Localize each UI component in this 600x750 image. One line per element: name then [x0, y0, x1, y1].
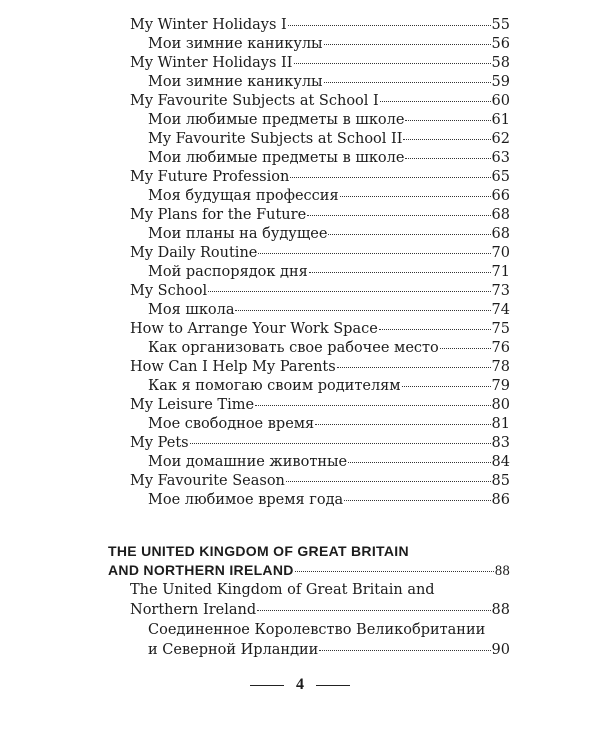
- uk-ru-entry-line2: и Северной Ирландии: [148, 642, 319, 658]
- toc-entry-page: 84: [491, 454, 510, 470]
- dot-leader: [405, 120, 490, 121]
- dot-leader: [340, 196, 491, 197]
- toc-entry-uk: [108, 580, 510, 620]
- dot-leader: [294, 63, 491, 64]
- toc-entry: [108, 263, 510, 282]
- dot-leader: [405, 158, 490, 159]
- dot-leader: [288, 25, 491, 26]
- toc-entry-title: My Winter Holidays I: [130, 17, 287, 33]
- toc-entry-page: 76: [491, 340, 510, 356]
- toc-entry-page: 70: [491, 245, 510, 261]
- toc-entry-title: Мои зимние каникулы: [148, 74, 323, 90]
- dot-leader: [324, 44, 491, 45]
- section-heading: [108, 542, 510, 580]
- toc-entry-page: 58: [491, 55, 510, 71]
- section-heading-page: 88: [494, 563, 510, 579]
- toc-entry: [108, 111, 510, 130]
- dot-leader: [290, 177, 490, 178]
- toc-entry-page: 86: [491, 492, 510, 508]
- toc-entry-page: 79: [491, 378, 510, 394]
- dot-leader: [190, 443, 491, 444]
- toc-entry: [108, 377, 510, 396]
- dot-leader: [255, 405, 491, 406]
- dot-leader: [337, 367, 491, 368]
- page-footer: [0, 676, 600, 694]
- uk-entry-page: 88: [491, 602, 510, 618]
- toc-entry-page: 61: [491, 112, 510, 128]
- toc-entry: [108, 415, 510, 434]
- dot-leader: [379, 329, 491, 330]
- toc-entry-title: My Daily Routine: [130, 245, 258, 261]
- dot-leader: [286, 481, 491, 482]
- section-heading-line1: THE UNITED KINGDOM OF GREAT BRITAIN: [108, 543, 409, 559]
- toc-entry: [108, 168, 510, 187]
- dot-leader: [319, 650, 490, 651]
- toc-entry-title: How Can I Help My Parents: [130, 359, 336, 375]
- uk-ru-entry-line1: Соединенное Королевство Великобритании: [148, 622, 486, 638]
- dot-leader: [344, 500, 490, 501]
- toc-entry-title: My Leisure Time: [130, 397, 255, 413]
- toc-entry: [108, 301, 510, 320]
- toc-entries: [108, 16, 510, 510]
- toc-entry-title: Мои зимние каникулы: [148, 36, 323, 52]
- toc-entry-title: My Future Profession: [130, 169, 290, 185]
- toc-entry: [108, 16, 510, 35]
- toc-entry-title: Моя будущая профессия: [148, 188, 339, 204]
- toc-entry-title: Мои любимые предметы в школе: [148, 150, 405, 166]
- toc-entry-page: 62: [491, 131, 510, 147]
- dot-leader: [257, 610, 490, 611]
- toc-entry: [108, 472, 510, 491]
- toc-entry-title: Мое любимое время года: [148, 492, 344, 508]
- toc-entry: [108, 130, 510, 149]
- toc-entry: [108, 320, 510, 339]
- toc-entry-title: My Plans for the Future: [130, 207, 307, 223]
- toc-entry-page: 55: [491, 17, 510, 33]
- toc-entry-page: 80: [491, 397, 510, 413]
- toc-entry-title: How to Arrange Your Work Space: [130, 321, 378, 337]
- dot-leader: [324, 82, 491, 83]
- dot-leader: [309, 272, 491, 273]
- toc-entry-title: Мои любимые предметы в школе: [148, 112, 405, 128]
- toc-entry-title: Мой распорядок дня: [148, 264, 308, 280]
- toc-entry: [108, 206, 510, 225]
- toc-entry-page: 73: [491, 283, 510, 299]
- dot-leader: [295, 571, 494, 572]
- toc-entry-page: 75: [491, 321, 510, 337]
- toc-entry-page: 68: [491, 207, 510, 223]
- uk-ru-entry-page: 90: [491, 642, 510, 658]
- dot-leader: [258, 253, 490, 254]
- dot-leader: [208, 291, 490, 292]
- toc-entry-page: 68: [491, 226, 510, 242]
- toc-entry-page: 60: [491, 93, 510, 109]
- uk-entry-line1: The United Kingdom of Great Britain and: [130, 582, 435, 598]
- toc-entry: [108, 396, 510, 415]
- toc-entry-page: 63: [491, 150, 510, 166]
- toc-entry-title: My School: [130, 283, 208, 299]
- dot-leader: [402, 386, 491, 387]
- toc-entry-uk-ru: [108, 620, 510, 660]
- dot-leader: [235, 310, 490, 311]
- footer-rule-right: [316, 685, 350, 686]
- toc-entry-title: My Favourite Subjects at School II: [148, 131, 403, 147]
- dot-leader: [315, 424, 490, 425]
- toc-entry-page: 78: [491, 359, 510, 375]
- dot-leader: [403, 139, 490, 140]
- toc-entry-page: 66: [491, 188, 510, 204]
- toc-entry-title: Мое свободное время: [148, 416, 315, 432]
- toc-entry-page: 56: [491, 36, 510, 52]
- uk-entry-line2: Northern Ireland: [130, 602, 257, 618]
- toc-entry-title: Мои домашние животные: [148, 454, 348, 470]
- toc-entry: [108, 187, 510, 206]
- page-number: 4: [296, 676, 304, 693]
- toc-entry: [108, 73, 510, 92]
- toc-entry: [108, 339, 510, 358]
- toc-entry-page: 71: [491, 264, 510, 280]
- toc-entry: [108, 491, 510, 510]
- toc-entry: [108, 225, 510, 244]
- toc-entry-title: Как я помогаю своим родителям: [148, 378, 401, 394]
- toc-entry-title: Моя школа: [148, 302, 235, 318]
- toc-entry-page: 85: [491, 473, 510, 489]
- toc-entry: [108, 92, 510, 111]
- table-of-contents: [108, 16, 510, 660]
- dot-leader: [380, 101, 491, 102]
- section-heading-line2: AND NORTHERN IRELAND: [108, 562, 294, 578]
- toc-entry-title: Как организовать свое рабочее место: [148, 340, 439, 356]
- toc-entry: [108, 453, 510, 472]
- toc-entry-title: My Favourite Season: [130, 473, 285, 489]
- toc-entry: [108, 149, 510, 168]
- toc-entry-page: 74: [491, 302, 510, 318]
- dot-leader: [348, 462, 490, 463]
- toc-entry: [108, 54, 510, 73]
- toc-entry-page: 81: [491, 416, 510, 432]
- toc-entry-page: 65: [491, 169, 510, 185]
- toc-entry: [108, 244, 510, 263]
- toc-entry-title: My Winter Holidays II: [130, 55, 293, 71]
- toc-entry-page: 59: [491, 74, 510, 90]
- toc-entry-title: My Pets: [130, 435, 189, 451]
- toc-entry: [108, 434, 510, 453]
- toc-entry: [108, 35, 510, 54]
- dot-leader: [328, 234, 490, 235]
- footer-rule-left: [250, 685, 284, 686]
- toc-entry-title: My Favourite Subjects at School I: [130, 93, 379, 109]
- dot-leader: [307, 215, 490, 216]
- toc-entry-page: 83: [491, 435, 510, 451]
- toc-entry: [108, 358, 510, 377]
- toc-entry-title: Мои планы на будущее: [148, 226, 328, 242]
- dot-leader: [440, 348, 491, 349]
- toc-entry: [108, 282, 510, 301]
